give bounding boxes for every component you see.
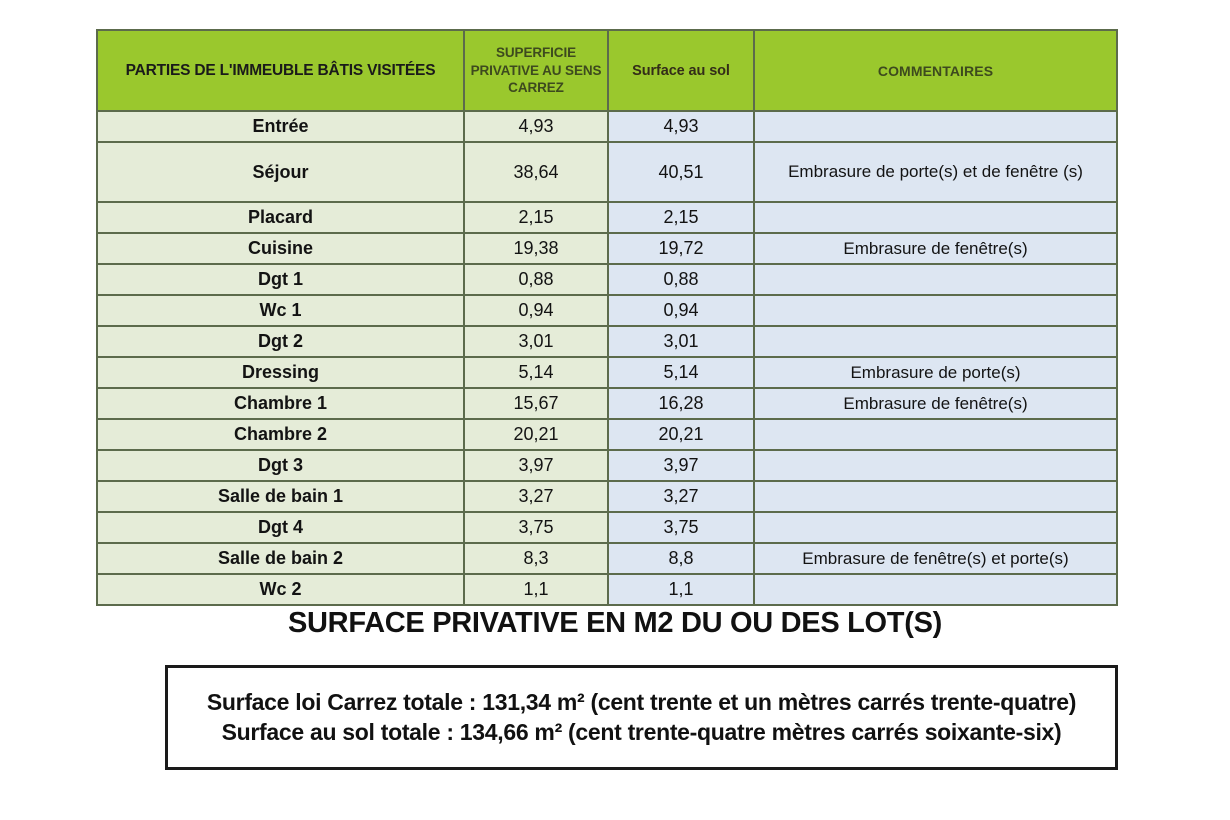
cell-room-name: Entrée (97, 111, 464, 142)
table-row (97, 388, 1117, 419)
cell-floor-area: 5,14 (608, 357, 754, 388)
total-sol-line: Surface au sol totale : 134,66 m² (cent trente-quatre mètres carrés soixante-six) (221, 718, 1062, 745)
cell-comment (754, 512, 1117, 543)
surface-measurement-table (96, 29, 1118, 606)
cell-comment: Embrasure de fenêtre(s) et porte(s) (754, 543, 1117, 574)
cell-comment (754, 111, 1117, 142)
cell-floor-area: 8,8 (608, 543, 754, 574)
cell-comment (754, 264, 1117, 295)
cell-room-name: Salle de bain 2 (97, 543, 464, 574)
cell-floor-area: 0,88 (608, 264, 754, 295)
table-row (97, 142, 1117, 202)
table-row (97, 111, 1117, 142)
cell-floor-area: 20,21 (608, 419, 754, 450)
cell-carrez-area: 8,3 (464, 543, 608, 574)
cell-comment: Embrasure de porte(s) et de fenêtre (s) (754, 142, 1117, 202)
cell-room-name: Dgt 2 (97, 326, 464, 357)
cell-carrez-area: 38,64 (464, 142, 608, 202)
column-header-room: PARTIES DE L'IMMEUBLE BÂTIS VISITÉES (97, 30, 464, 111)
table-row (97, 512, 1117, 543)
cell-room-name: Dgt 3 (97, 450, 464, 481)
cell-comment (754, 481, 1117, 512)
cell-room-name: Dressing (97, 357, 464, 388)
table-row (97, 419, 1117, 450)
table-row (97, 450, 1117, 481)
cell-carrez-area: 1,1 (464, 574, 608, 605)
table-row (97, 233, 1117, 264)
cell-carrez-area: 3,97 (464, 450, 608, 481)
cell-carrez-area: 20,21 (464, 419, 608, 450)
cell-comment (754, 419, 1117, 450)
totals-box (165, 665, 1118, 770)
cell-comment: Embrasure de fenêtre(s) (754, 388, 1117, 419)
table-row (97, 481, 1117, 512)
cell-floor-area: 40,51 (608, 142, 754, 202)
cell-room-name: Wc 2 (97, 574, 464, 605)
cell-floor-area: 16,28 (608, 388, 754, 419)
cell-comment (754, 202, 1117, 233)
cell-comment (754, 574, 1117, 605)
cell-floor-area: 19,72 (608, 233, 754, 264)
cell-room-name: Chambre 2 (97, 419, 464, 450)
cell-comment: Embrasure de porte(s) (754, 357, 1117, 388)
table-header-row (97, 30, 1117, 111)
cell-floor-area: 2,15 (608, 202, 754, 233)
cell-floor-area: 3,27 (608, 481, 754, 512)
table-body (97, 111, 1117, 605)
column-header-surface-au-sol: Surface au sol (608, 30, 754, 111)
cell-carrez-area: 5,14 (464, 357, 608, 388)
cell-room-name: Dgt 1 (97, 264, 464, 295)
table-row (97, 326, 1117, 357)
cell-carrez-area: 3,01 (464, 326, 608, 357)
cell-comment (754, 295, 1117, 326)
cell-floor-area: 4,93 (608, 111, 754, 142)
table-header (97, 30, 1117, 111)
cell-carrez-area: 0,94 (464, 295, 608, 326)
cell-carrez-area: 19,38 (464, 233, 608, 264)
cell-floor-area: 3,01 (608, 326, 754, 357)
cell-room-name: Séjour (97, 142, 464, 202)
surface-table-container (96, 29, 1116, 606)
table-row (97, 543, 1117, 574)
cell-room-name: Cuisine (97, 233, 464, 264)
cell-room-name: Chambre 1 (97, 388, 464, 419)
cell-room-name: Dgt 4 (97, 512, 464, 543)
cell-floor-area: 3,75 (608, 512, 754, 543)
cell-room-name: Wc 1 (97, 295, 464, 326)
cell-carrez-area: 2,15 (464, 202, 608, 233)
cell-floor-area: 1,1 (608, 574, 754, 605)
cell-floor-area: 0,94 (608, 295, 754, 326)
column-header-comments: COMMENTAIRES (754, 30, 1117, 111)
cell-carrez-area: 3,75 (464, 512, 608, 543)
cell-carrez-area: 3,27 (464, 481, 608, 512)
total-carrez-line: Surface loi Carrez totale : 131,34 m² (cent trente et un mètres carrés trente-quatre) (206, 688, 1077, 715)
cell-comment (754, 450, 1117, 481)
page-title: SURFACE PRIVATIVE EN M2 DU OU DES LOT(S) (288, 607, 942, 639)
table-row (97, 202, 1117, 233)
cell-room-name: Salle de bain 1 (97, 481, 464, 512)
column-header-carrez: SUPERFICIE PRIVATIVE AU SENS CARREZ (464, 30, 608, 111)
table-row (97, 264, 1117, 295)
cell-comment (754, 326, 1117, 357)
cell-floor-area: 3,97 (608, 450, 754, 481)
table-row (97, 574, 1117, 605)
cell-room-name: Placard (97, 202, 464, 233)
table-row (97, 357, 1117, 388)
cell-carrez-area: 15,67 (464, 388, 608, 419)
cell-carrez-area: 0,88 (464, 264, 608, 295)
table-row (97, 295, 1117, 326)
cell-carrez-area: 4,93 (464, 111, 608, 142)
cell-comment: Embrasure de fenêtre(s) (754, 233, 1117, 264)
